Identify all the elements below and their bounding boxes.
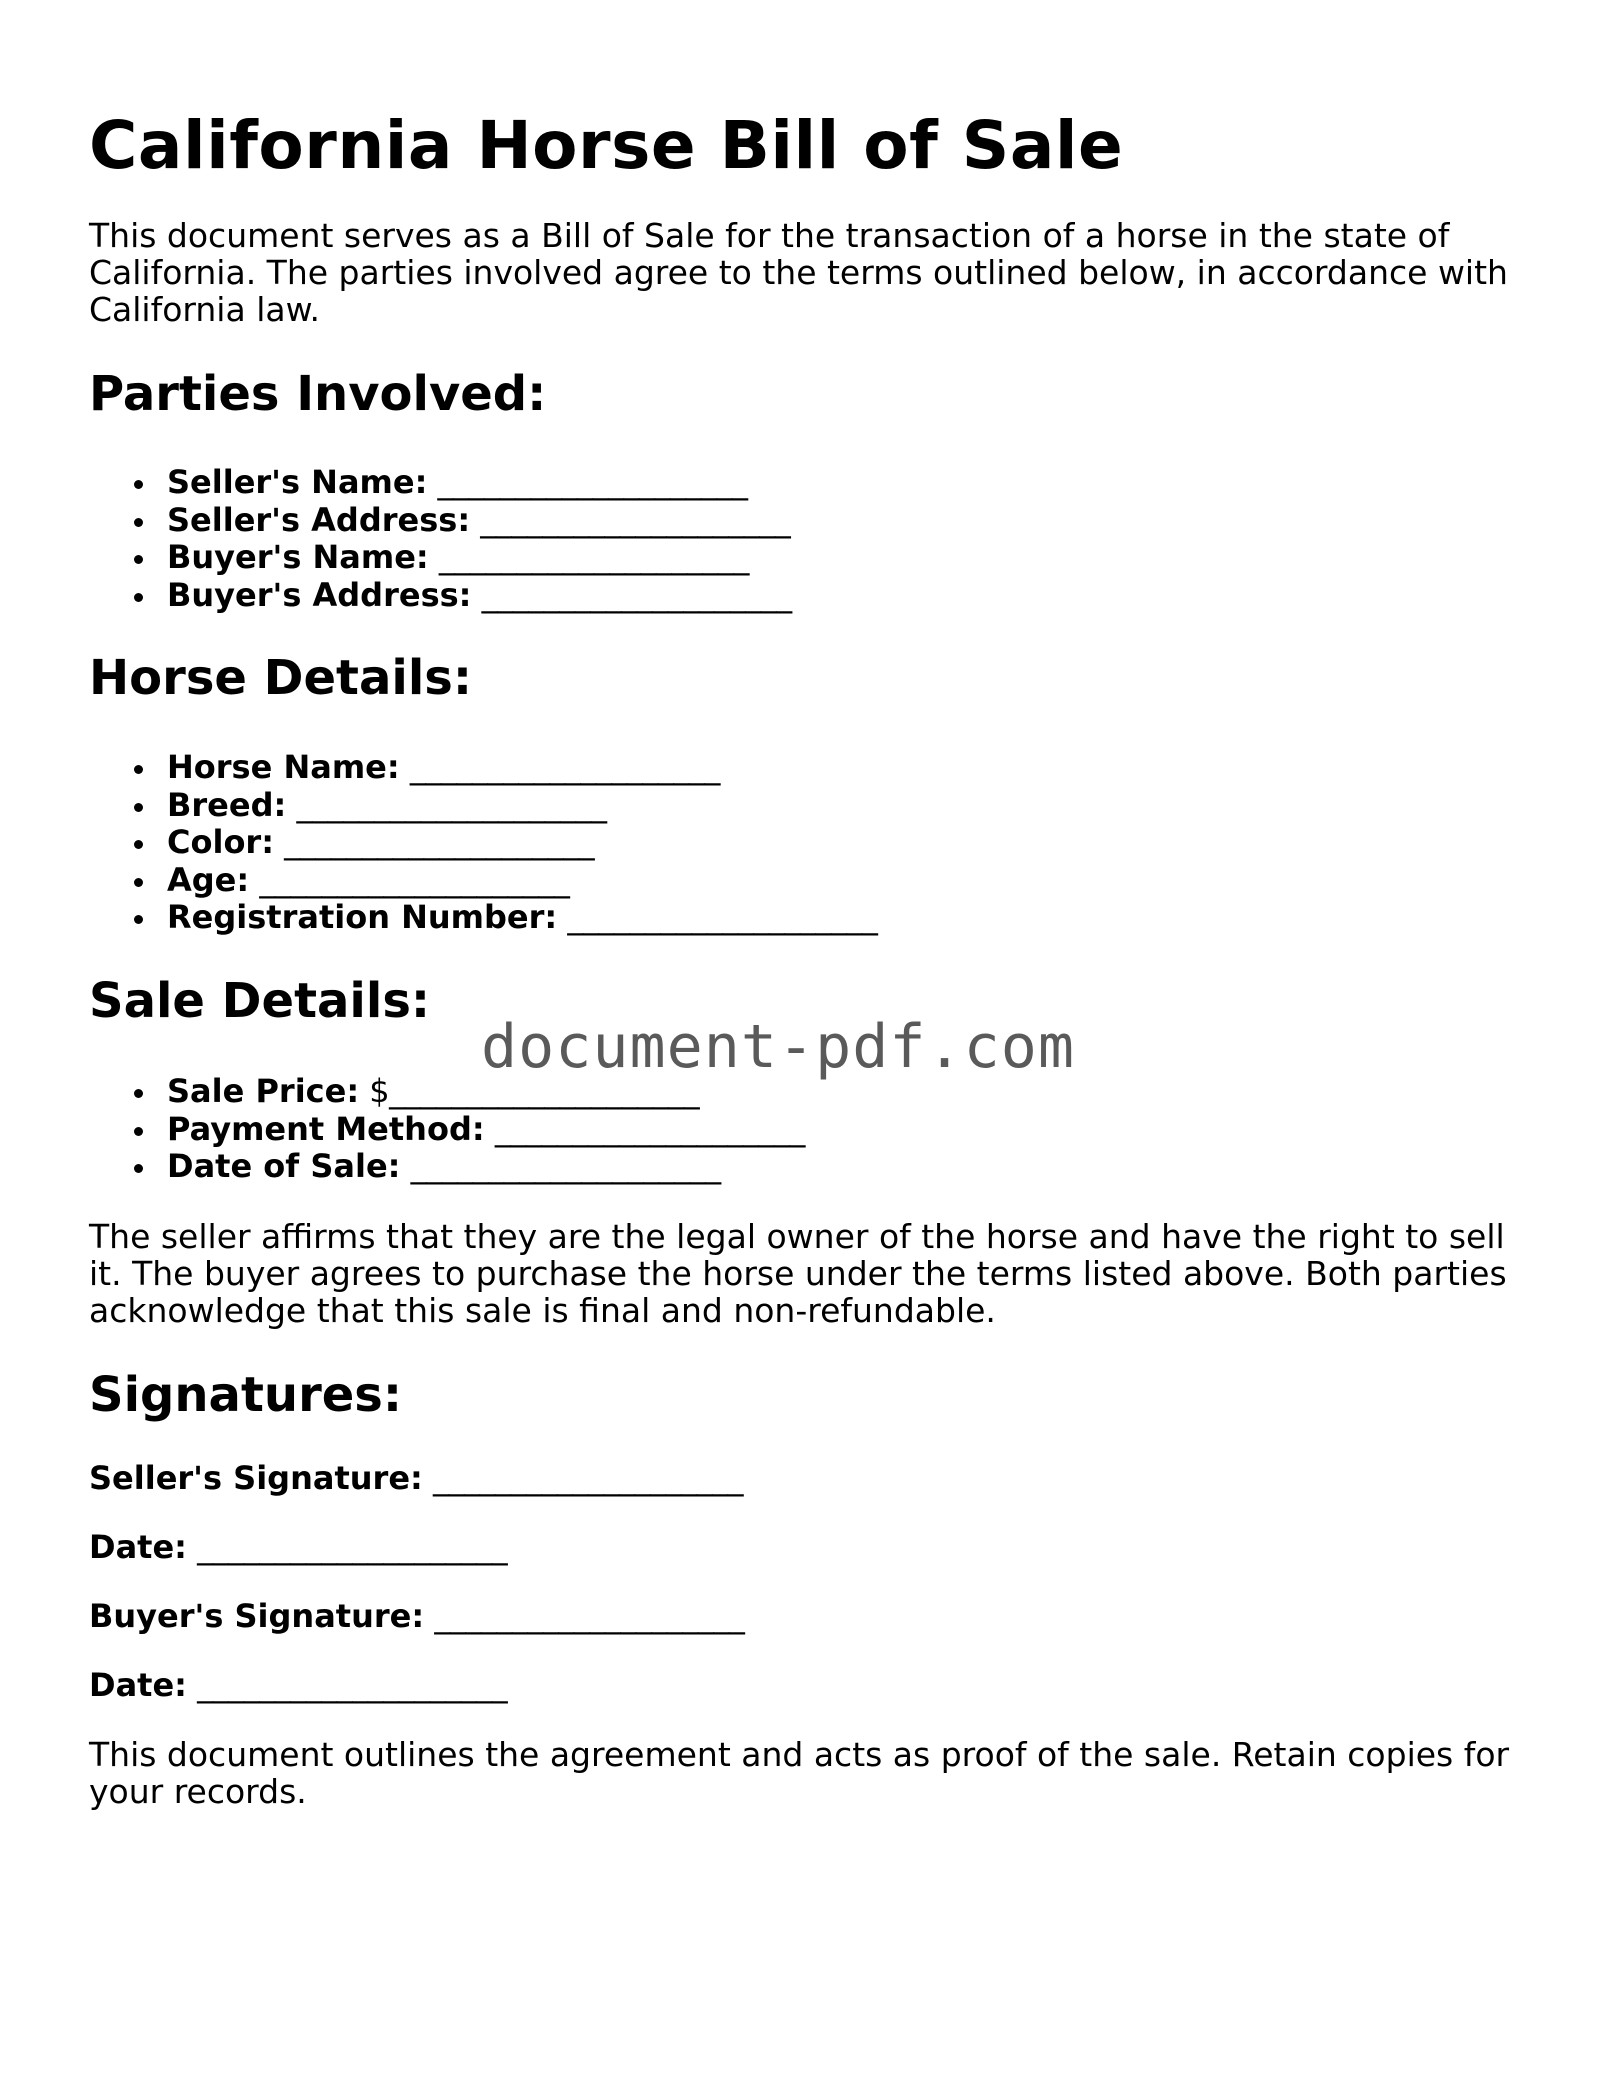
buyers-name-blank[interactable]: ____________________ <box>438 538 749 577</box>
document-page <box>89 0 1529 1810</box>
field-label: Seller's Address: <box>167 500 471 539</box>
intro-paragraph: This document serves as a Bill of Sale for the transaction of a horse in the state of California. The parties involved agree to the terms outlined below, in accordance with California law. <box>89 215 1508 329</box>
seller-date-blank[interactable]: ____________________ <box>197 1527 508 1566</box>
field-label: Color: <box>167 823 274 862</box>
field-label: Breed: <box>167 785 287 824</box>
payment-method-blank[interactable]: ____________________ <box>494 1109 805 1148</box>
list-item-payment-method <box>167 1111 1529 1149</box>
field-label: Payment Method: <box>167 1109 485 1148</box>
horse-details-heading: Horse Details: <box>89 650 473 707</box>
field-label: Seller's Signature: <box>89 1458 423 1497</box>
field-label: Registration Number: <box>167 898 558 937</box>
list-item-breed <box>167 787 1529 825</box>
field-label: Date of Sale: <box>167 1147 401 1186</box>
field-label: Buyer's Signature: <box>89 1596 425 1635</box>
sellers-name-blank[interactable]: ____________________ <box>437 463 748 502</box>
sale-price-blank[interactable]: $____________________ <box>369 1072 700 1111</box>
closing-paragraph: This document outlines the agreement and acts as proof of the sale. Retain copies for your records. <box>89 1734 1510 1811</box>
field-label: Seller's Name: <box>167 463 428 502</box>
buyer-date-line <box>89 1667 1529 1704</box>
registration-number-blank[interactable]: ____________________ <box>567 898 878 937</box>
list-item-age <box>167 862 1529 900</box>
sellers-signature-line <box>89 1460 1529 1497</box>
watermark-text: document-pdf.com <box>481 1012 1075 1082</box>
list-item-buyers-name <box>167 539 1529 577</box>
age-blank[interactable]: ____________________ <box>259 860 570 899</box>
horse-name-blank[interactable]: ____________________ <box>409 748 720 787</box>
breed-blank[interactable]: ____________________ <box>296 785 607 824</box>
color-blank[interactable]: ____________________ <box>284 823 595 862</box>
horse-details-list <box>89 749 1529 937</box>
field-label: Date: <box>89 1665 187 1704</box>
document-title: California Horse Bill of Sale <box>89 107 1124 184</box>
affirmation-paragraph: The seller affirms that they are the legal owner of the horse and have the right to sell it. The buyer agrees to purchase the horse under the terms listed above. Both parties acknowledge that this sale is final and non-refundable. <box>89 1216 1507 1330</box>
buyers-signature-line <box>89 1598 1529 1635</box>
sale-details-heading: Sale Details: <box>89 972 431 1029</box>
signatures-heading: Signatures: <box>89 1366 403 1423</box>
sellers-address-blank[interactable]: ____________________ <box>480 500 791 539</box>
date-of-sale-blank[interactable]: ____________________ <box>410 1147 721 1186</box>
list-item-sellers-name <box>167 464 1529 502</box>
field-label: Buyer's Name: <box>167 538 429 577</box>
list-item-horse-name <box>167 749 1529 787</box>
buyers-signature-blank[interactable]: ____________________ <box>434 1596 745 1635</box>
field-label: Buyer's Address: <box>167 575 472 614</box>
parties-heading: Parties Involved: <box>89 365 547 422</box>
list-item-registration-number <box>167 899 1529 937</box>
field-label: Age: <box>167 860 250 899</box>
sellers-signature-blank[interactable]: ____________________ <box>432 1458 743 1497</box>
seller-date-line <box>89 1529 1529 1566</box>
field-label: Date: <box>89 1527 187 1566</box>
list-item-date-of-sale <box>167 1148 1529 1186</box>
list-item-color <box>167 824 1529 862</box>
list-item-sellers-address <box>167 502 1529 540</box>
sale-details-list <box>89 1073 1529 1186</box>
buyer-date-blank[interactable]: ____________________ <box>197 1665 508 1704</box>
buyers-address-blank[interactable]: ____________________ <box>481 575 792 614</box>
field-label: Sale Price: <box>167 1072 360 1111</box>
parties-list <box>89 464 1529 614</box>
field-label: Horse Name: <box>167 748 400 787</box>
list-item-buyers-address <box>167 577 1529 615</box>
